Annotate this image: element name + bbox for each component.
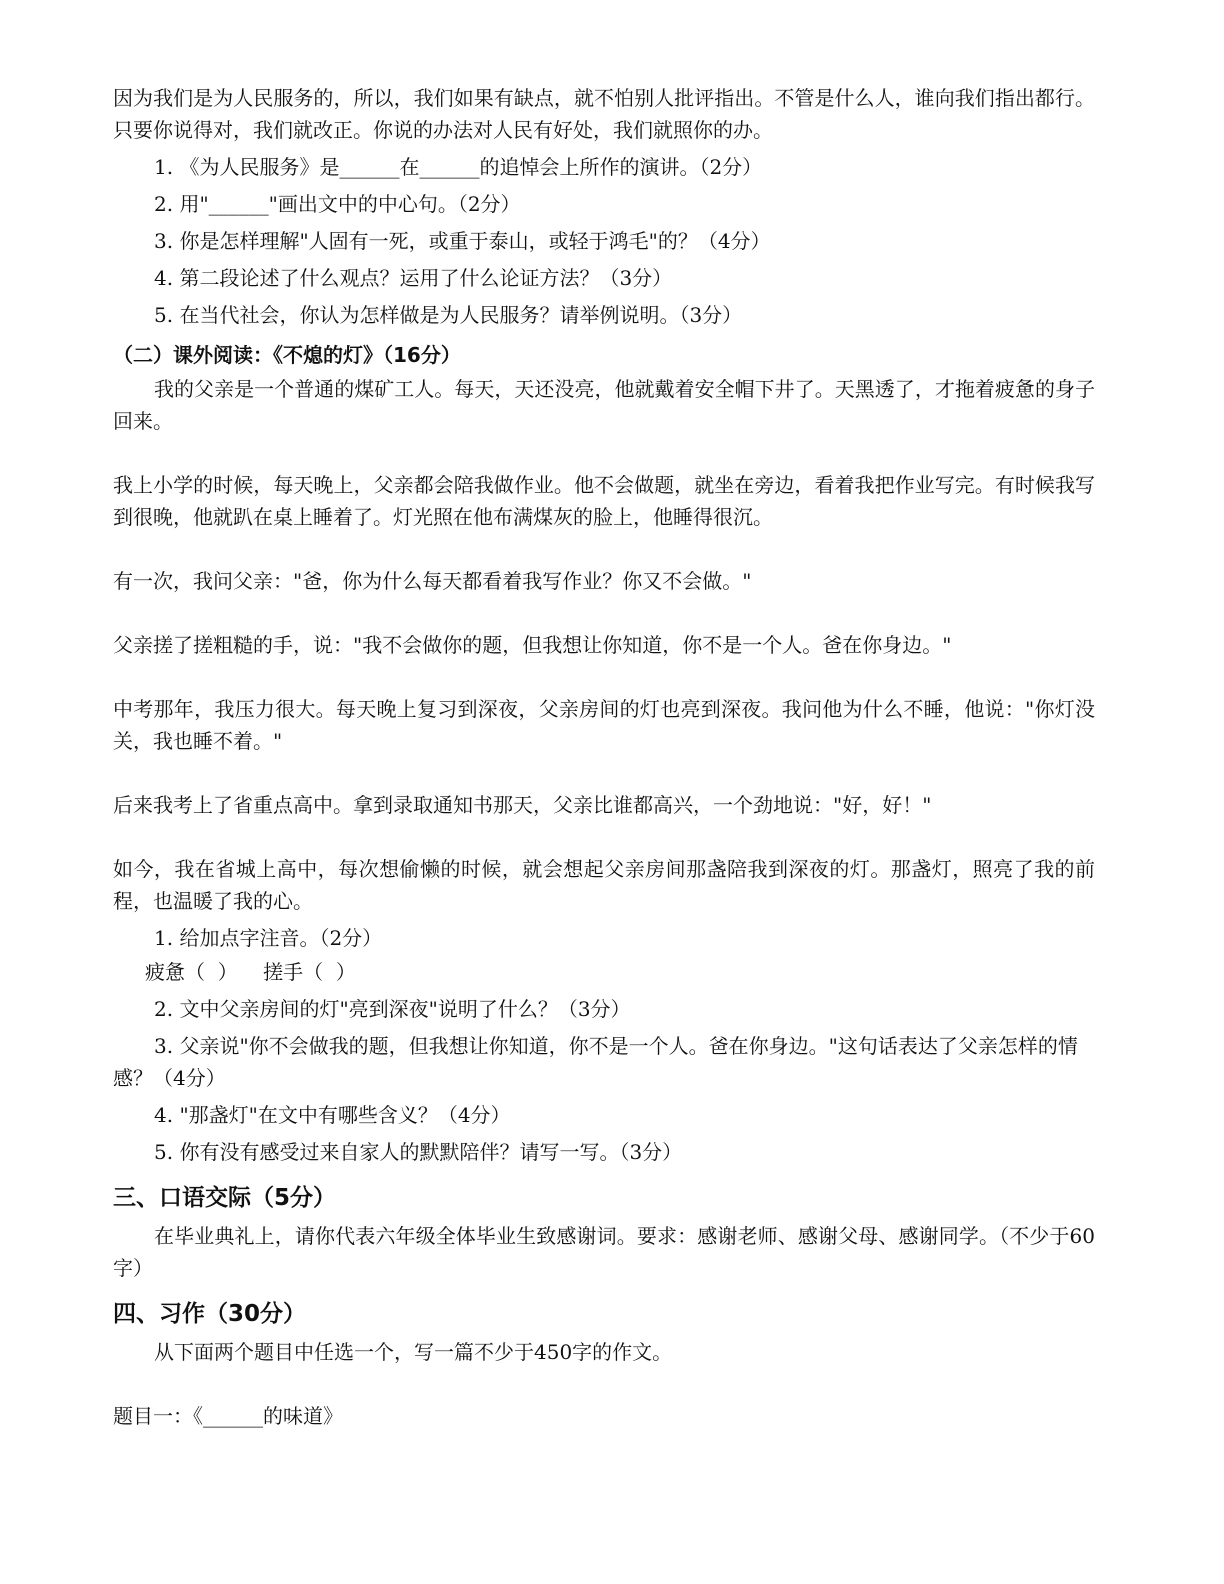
exam-page bbox=[113, 82, 1095, 1432]
passage2-question-4: 4. "那盏灯"在文中有哪些含义？（4分） bbox=[154, 1103, 511, 1127]
passage1-question: 2. 用"______"画出文中的中心句。（2分） bbox=[154, 192, 521, 216]
paragraph-gap bbox=[113, 597, 1095, 629]
passage1-question: 1. 《为人民服务》是______在______的追悼会上所作的演讲。（2分） bbox=[154, 155, 763, 179]
composition-topic-1: 题目一：《______的味道》 bbox=[113, 1404, 343, 1428]
paragraph-gap bbox=[113, 757, 1095, 789]
passage2-paragraph: 如今，我在省城上高中，每次想偷懒的时候，就会想起父亲房间那盏陪我到深夜的灯。那盏灯，照亮了我的前程，也温暖了我的心。 bbox=[113, 857, 1095, 913]
paragraph-gap bbox=[113, 533, 1095, 565]
composition-instructions: 从下面两个题目中任选一个，写一篇不少于450字的作文。 bbox=[154, 1340, 673, 1364]
paragraph-gap bbox=[113, 821, 1095, 853]
passage2-paragraph: 后来我考上了省重点高中。拿到录取通知书那天，父亲比谁都高兴，一个劲地说："好，好！" bbox=[113, 793, 932, 817]
passage2-question-1: 1. 给加点字注音。（2分） bbox=[154, 926, 383, 950]
passage1-question: 3. 你是怎样理解"人固有一死，或重于泰山，或轻于鸿毛"的？（4分） bbox=[154, 229, 771, 253]
oral-communication-prompt: 在毕业典礼上，请你代表六年级全体毕业生致感谢词。要求：感谢老师、感谢父母、感谢同学。（不少于60字） bbox=[113, 1224, 1095, 1280]
section-heading-composition: 四、习作（30分） bbox=[113, 1301, 307, 1327]
passage2-paragraph: 父亲搓了搓粗糙的手，说："我不会做你的题，但我想让你知道，你不是一个人。爸在你身边。" bbox=[113, 633, 952, 657]
passage2-paragraph: 我上小学的时候，每天晚上，父亲都会陪我做作业。他不会做题，就坐在旁边，看着我把作业写完。有时候我写到很晚，他就趴在桌上睡着了。灯光照在他布满煤灰的脸上，他睡得很沉。 bbox=[113, 473, 1095, 529]
passage2-paragraph: 我的父亲是一个普通的煤矿工人。每天，天还没亮，他就戴着安全帽下井了。天黑透了，才拖着疲惫的身子回来。 bbox=[113, 377, 1095, 433]
passage1-question: 4. 第二段论述了什么观点？运用了什么论证方法？（3分） bbox=[154, 266, 673, 290]
paragraph-gap bbox=[113, 437, 1095, 469]
passage1-question-list bbox=[113, 151, 1095, 331]
pinyin-answer-blanks: 疲惫（ ） 搓手（ ） bbox=[145, 960, 356, 984]
passage2-question-5: 5. 你有没有感受过来自家人的默默陪伴？请写一写。（3分） bbox=[154, 1140, 683, 1164]
passage2-question-3: 3. 父亲说"你不会做我的题，但我想让你知道，你不是一个人。爸在你身边。"这句话表达了父亲怎样的情感？（4分） bbox=[113, 1034, 1078, 1090]
passage1-question: 5. 在当代社会，你认为怎样做是为人民服务？请举例说明。（3分） bbox=[154, 303, 743, 327]
passage2-question-2: 2. 文中父亲房间的灯"亮到深夜"说明了什么？（3分） bbox=[154, 997, 631, 1021]
section-heading-extracurricular-reading: （二）课外阅读：《不熄的灯》（16分） bbox=[113, 343, 461, 367]
passage2-paragraph: 有一次，我问父亲："爸，你为什么每天都看着我写作业？你又不会做。" bbox=[113, 569, 752, 593]
paragraph-gap bbox=[113, 1368, 1095, 1400]
passage2-paragraph: 中考那年，我压力很大。每天晚上复习到深夜，父亲房间的灯也亮到深夜。我问他为什么不睡，他说："你灯没关，我也睡不着。" bbox=[113, 697, 1095, 753]
section-heading-oral-communication: 三、口语交际（5分） bbox=[113, 1185, 337, 1211]
paragraph-gap bbox=[113, 661, 1095, 693]
passage1-tail: 因为我们是为人民服务的，所以，我们如果有缺点，就不怕别人批评指出。不管是什么人，谁向我们指出都行。只要你说得对，我们就改正。你说的办法对人民有好处，我们就照你的办。 bbox=[113, 86, 1095, 142]
